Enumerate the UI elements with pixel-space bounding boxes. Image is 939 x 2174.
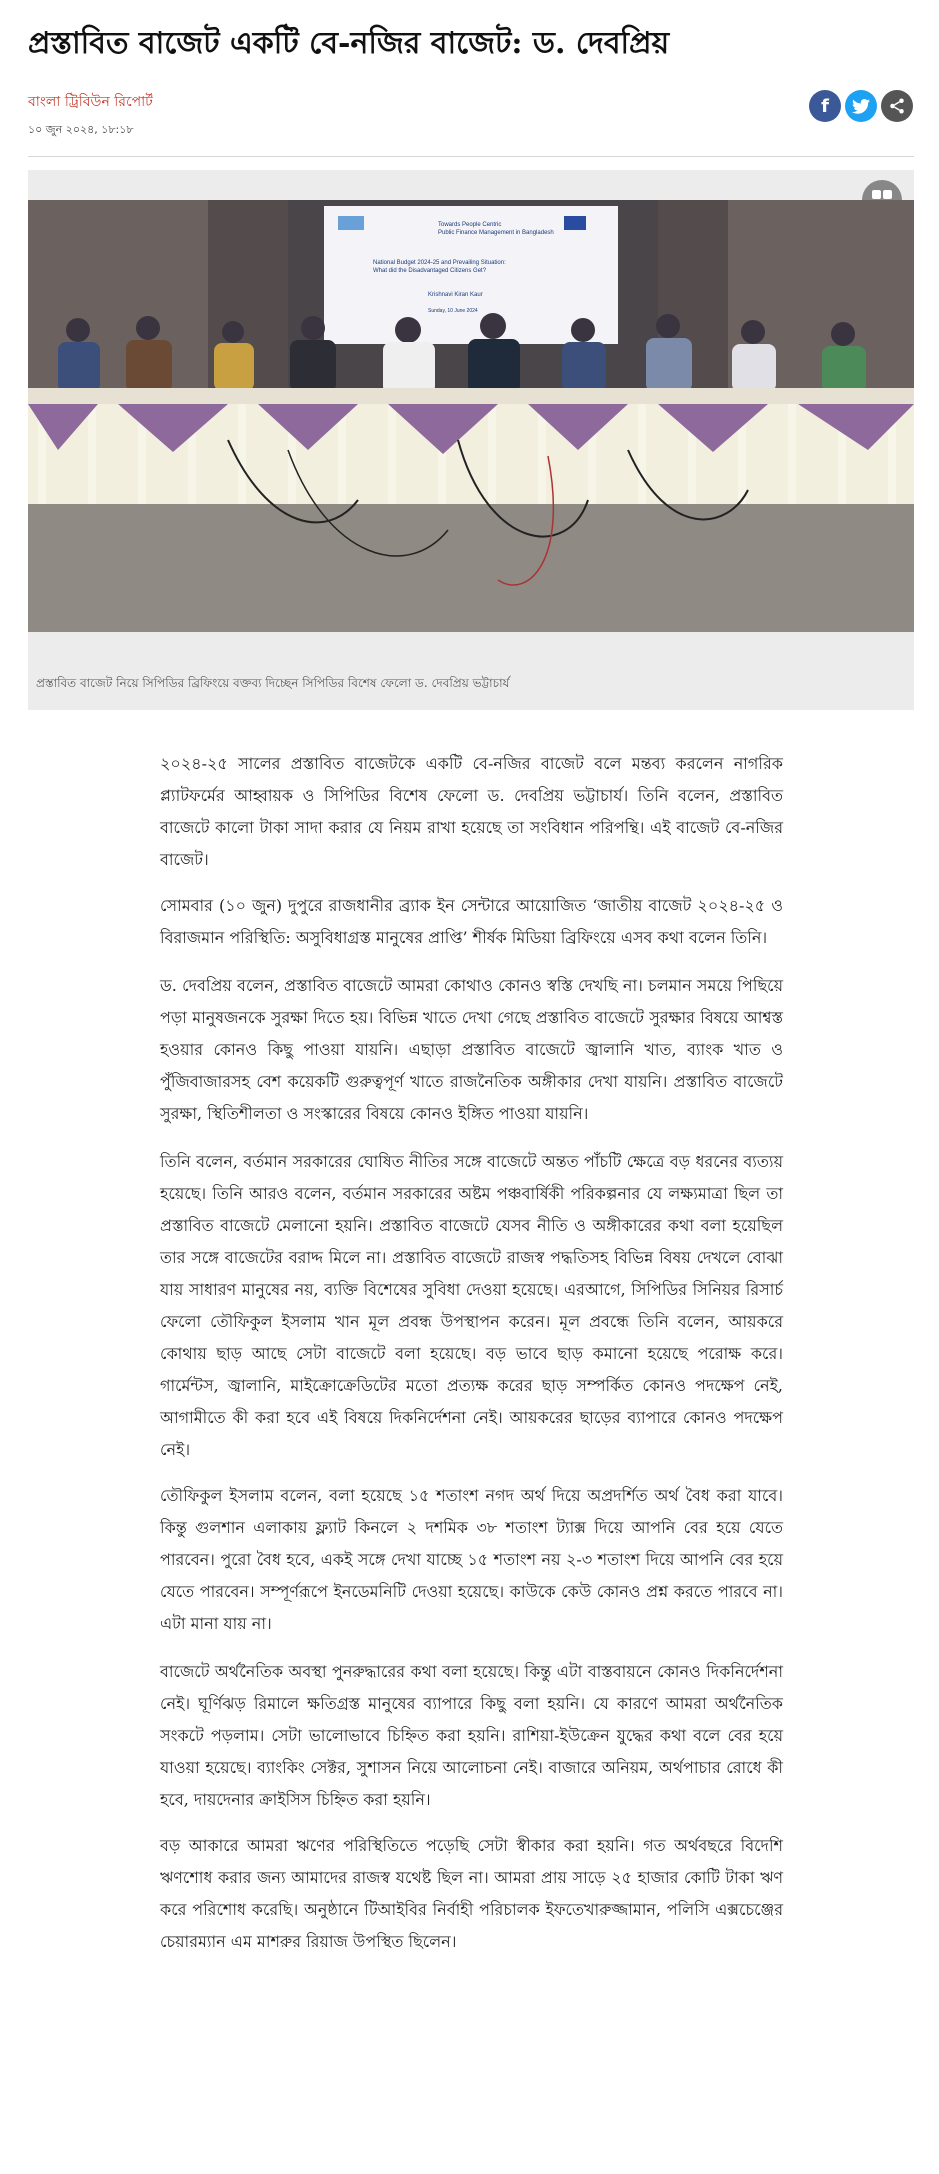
- author-link[interactable]: বাংলা ট্রিবিউন রিপোর্ট: [28, 94, 153, 110]
- press-briefing-scene: [28, 200, 914, 632]
- lead-figure: [28, 170, 914, 710]
- photo-caption: প্রস্তাবিত বাজেট নিয়ে সিপিডির ব্রিফিংয়ে বক্তব্য দিচ্ছেন সিপিডির বিশেষ ফেলো ড. দেবপ্রিয় ভট্টাচার্য: [36, 676, 510, 690]
- svg-text:National Budget 2024-25 and Pr: National Budget 2024-25 and Prevailing Situation:: [373, 260, 506, 266]
- svg-text:Sunday, 10 June 2024: Sunday, 10 June 2024: [428, 308, 478, 314]
- twitter-icon: [852, 99, 870, 114]
- paragraph-7: বড় আকারে আমরা ঋণের পরিস্থিতিতে পড়েছি সেটা স্বীকার করা হয়নি। গত অর্থবছরে বিদেশি ঋণশোধ করার জন্য আমাদের রাজস্ব যথেষ্ট ছিল না। আমরা প্রায় সাড়ে ২৫ হাজার কোটি টাকা ঋণ করে পরিশোধ করেছি। অনুষ্ঠানে টিআইবির নির্বাহী পরিচালক ইফতেখারুজ্জামান, পলিসি এক্সচেঞ্জের চেয়ারম্যান এম মাশরুর রিয়াজ উপস্থিত ছিলেন।: [160, 1836, 783, 1951]
- share-bar: [809, 90, 913, 122]
- svg-text:What did the Disadvantaged Cit: What did the Disadvantaged Citizens Get?: [373, 268, 487, 274]
- facebook-icon: f: [821, 95, 829, 117]
- publish-date: ১০ জুন ২০২৪, ১৮:১৮: [28, 123, 134, 136]
- share-button[interactable]: [881, 90, 913, 122]
- paragraph-1: ২০২৪-২৫ সালের প্রস্তাবিত বাজেটকে একটি বে-নজির বাজেট বলে মন্তব্য করলেন নাগরিক প্ল্যাটফর্মের আহ্বায়ক ও সিপিডির বিশেষ ফেলো ড. দেবপ্রিয় ভট্টাচার্য। তিনি বলেন, প্রস্তাবিত বাজেটে কালো টাকা সাদা করার যে নিয়ম রাখা হয়েছে তা সংবিধান পরিপন্থি। এই বাজেট বে-নজির বাজেট।: [160, 754, 783, 869]
- article-headline: প্রস্তাবিত বাজেট একটি বে-নজির বাজেট: ড. দেবপ্রিয়: [28, 26, 670, 61]
- paragraph-3: ড. দেবপ্রিয় বলেন, প্রস্তাবিত বাজেটে আমরা কোথাও কোনও স্বস্তি দেখছি না। চলমান সময়ে পিছিয়ে পড়া মানুষজনকে সুরক্ষা দিতে হয়। বিভিন্ন খাতে দেখা গেছে প্রস্তাবিত বাজেটে সুরক্ষার বিষয়ে আশ্বস্ত হওয়ার কোনও কিছু পাওয়া যায়নি। এছাড়া প্রস্তাবিত বাজেটে জ্বালানি খাত, ব্যাংক খাত ও পুঁজিবাজারসহ বেশ কয়েকটি গুরুত্বপূর্ণ খাতে রাজনৈতিক অঙ্গীকার দেখা যায়নি। প্রস্তাবিত বাজেটে সুরক্ষা, স্থিতিশীলতা ও সংস্কারের বিষয়ে কোনও ইঙ্গিত পাওয়া যায়নি।: [160, 976, 783, 1123]
- lead-photo[interactable]: [28, 200, 914, 632]
- paragraph-6: বাজেটে অর্থনৈতিক অবস্থা পুনরুদ্ধারের কথা বলা হয়েছে। কিন্তু এটা বাস্তবায়নে কোনও দিকনির্দেশনা নেই। ঘূর্ণিঝড় রিমালে ক্ষতিগ্রস্ত মানুষের ব্যাপারে কিছু বলা হয়নি। যে কারণে আমরা অর্থনৈতিক সংকটে পড়লাম। সেটা ভালোভাবে চিহ্নিত করা হয়নি। রাশিয়া-ইউক্রেন যুদ্ধের কথা বলে বের হয়ে যাওয়া হয়েছে। ব্যাংকিং সেক্টর, সুশাসন নিয়ে আলোচনা নেই। বাজারে অনিয়ম, অর্থপাচার রোধে কী হবে, দায়দেনার ক্রাইসিস চিহ্নিত করা হয়নি।: [160, 1662, 783, 1809]
- svg-text:Krishnavi Kiran Kaur: Krishnavi Kiran Kaur: [428, 292, 483, 298]
- svg-text:Public Finance Management in B: Public Finance Management in Bangladesh: [438, 230, 554, 236]
- paragraph-5: তৌফিকুল ইসলাম বলেন, বলা হয়েছে ১৫ শতাংশ নগদ অর্থ দিয়ে অপ্রদর্শিত অর্থ বৈধ করা যাবে। কিন্তু গুলশান এলাকায় ফ্ল্যাট কিনলে ২ দশমিক ৩৮ শতাংশ ট্যাক্স দিয়ে আপনি বের হয়ে যেতে পারবেন। পুরো বৈধ হবে, একই সঙ্গে দেখা যাচ্ছে ১৫ শতাংশ নয় ২-৩ শতাংশ দিয়ে আপনি বের হয়ে যেতে পারবেন। সম্পূর্ণরূপে ইনডেমনিটি দেওয়া হয়েছে। কাউকে কেউ কোনও প্রশ্ন করতে পারবে না। এটা মানা যায় না।: [160, 1486, 783, 1633]
- paragraph-2: সোমবার (১০ জুন) দুপুরে রাজধানীর ব্র্যাক ইন সেন্টারে আয়োজিত ‘জাতীয় বাজেট ২০২৪-২৫ ও বিরাজমান পরিস্থিতি: অসুবিধাগ্রস্ত মানুষের প্রাপ্তি’ শীর্ষক মিডিয়া ব্রিফিংয়ে এসব কথা বলেন তিনি।: [160, 896, 783, 947]
- header-divider: [28, 156, 914, 157]
- svg-text:Towards People Centric: Towards People Centric: [438, 222, 502, 228]
- article-body: [160, 748, 783, 1972]
- twitter-share-button[interactable]: [845, 90, 877, 122]
- facebook-share-button[interactable]: [809, 90, 841, 122]
- paragraph-4: তিনি বলেন, বর্তমান সরকারের ঘোষিত নীতির সঙ্গে বাজেটে অন্তত পাঁচটি ক্ষেত্রে বড় ধরনের ব্যত্যয় হয়েছে। তিনি আরও বলেন, বর্তমান সরকারের অষ্টম পঞ্চবার্ষিকী পরিকল্পনার যে লক্ষ্যমাত্রা ছিল তা প্রস্তাবিত বাজেটে মেলানো হয়নি। প্রস্তাবিত বাজেটে যেসব নীতি ও অঙ্গীকারের কথা বলা হয়েছিল তার সঙ্গে বাজেটের বরাদ্দ মিলে না। প্রস্তাবিত বাজেটে রাজস্ব পদ্ধতিসহ বিভিন্ন বিষয় দেখলে বোঝা যায় সাধারণ মানুষের নয়, ব্যক্তি বিশেষের সুবিধা দেওয়া হয়েছে। এরআগে, সিপিডির সিনিয়র রিসার্চ ফেলো তৌফিকুল ইসলাম খান মূল প্রবন্ধ উপস্থাপন করেন। মূল প্রবন্ধে তিনি বলেন, আয়করে কোথায় ছাড় আছে সেটা বাজেটে বলা হয়েছে। বড় ভাবে ছাড় কমানো হয়েছে পরোক্ষ করে। গার্মেন্টস, জ্বালানি, মাইক্রোক্রেডিটের মতো প্রত্যক্ষ করের ছাড় সম্পর্কিত কোনও পদক্ষেপ নেই, আগামীতে কী করা হবে এই বিষয়ে দিকনির্দেশনা নেই। আয়করের ছাড়ের ব্যাপারে কোনও পদক্ষেপ নেই।: [160, 1152, 783, 1459]
- share-icon: [888, 97, 906, 115]
